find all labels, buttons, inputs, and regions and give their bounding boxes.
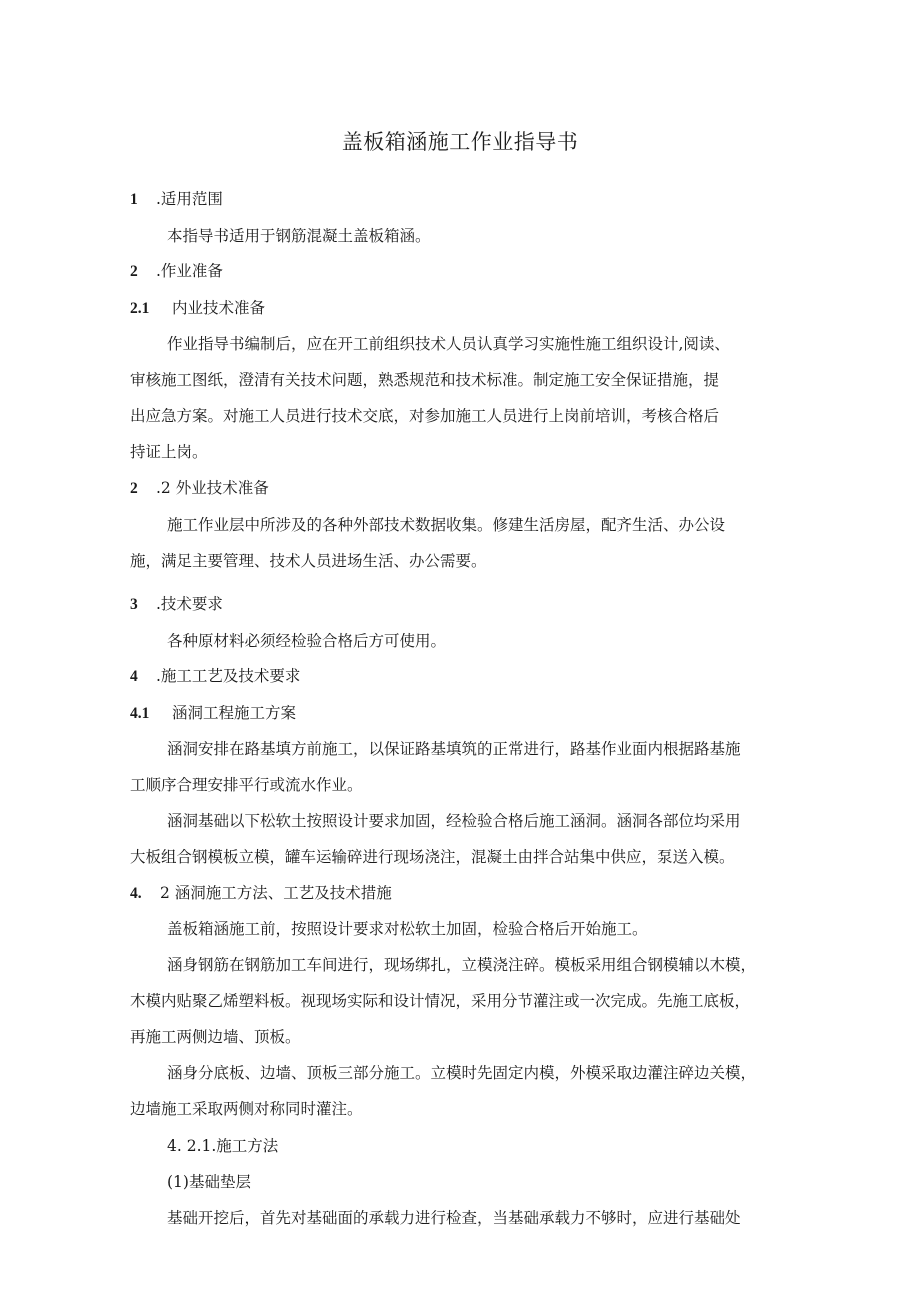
- paragraph-scope: 本指导书适用于钢筋混凝土盖板箱涵。: [167, 227, 431, 245]
- paragraph-method1: 盖板箱涵施工前，按照设计要求对松软土加固，检验合格后开始施工。: [167, 920, 648, 938]
- section-number: 4.1: [130, 705, 150, 722]
- paragraph-tech: 各种原材料必须经检验合格后方可使用。: [167, 632, 447, 650]
- paragraph-line: 涵身钢筋在钢筋加工车间进行，现场绑扎，立模浇注碎。模板采用组合钢模辅以木模，: [167, 956, 757, 974]
- list-item-heading: (1)基础垫层: [167, 1173, 251, 1191]
- section-heading-2-1: [130, 297, 265, 320]
- paragraph-line: 基础开挖后，首先对基础面的承载力进行检查，当基础承载力不够时，应进行基础处: [167, 1209, 741, 1227]
- paragraph-line: 大板组合钢模板立模，罐车运输碎进行现场浇注，混凝土由拌合站集中供应，泵送入模。: [130, 848, 735, 866]
- section-number: 3: [130, 596, 138, 613]
- section-number: 4: [130, 668, 138, 685]
- section-heading-4-2: [130, 882, 392, 905]
- section-number: 2: [130, 480, 138, 497]
- paragraph-line: 工顺序合理安排平行或流水作业。: [130, 776, 363, 794]
- paragraph-line: 边墙施工采取两侧对称同时灌注。: [130, 1100, 363, 1118]
- paragraph-line: 持证上岗。: [130, 443, 208, 461]
- section-number: 4.: [130, 885, 142, 902]
- section-title: .施工工艺及技术要求: [156, 667, 301, 685]
- section-heading-2: [130, 260, 223, 283]
- section-number: 2.1: [130, 300, 150, 317]
- paragraph-line: 施工作业层中所涉及的各种外部技术数据收集。修建生活房屋，配齐生活、办公设: [167, 516, 726, 534]
- paragraph-line: 涵身分底板、边墙、顶板三部分施工。立模时先固定内模，外模采取边灌注碎边关模，: [167, 1064, 757, 1082]
- section-title: 涵洞工程施工方案: [172, 704, 297, 722]
- paragraph-line: 施，满足主要管理、技术人员进场生活、办公需要。: [130, 552, 487, 570]
- subsection-heading: 4. 2.1.施工方法: [167, 1137, 279, 1155]
- section-title: .2 外业技术准备: [156, 479, 269, 497]
- document-title: 盖板箱涵施工作业指导书: [341, 130, 579, 154]
- section-title: 内业技术准备: [172, 299, 266, 317]
- section-heading-2-2: [130, 477, 269, 500]
- paragraph-line: 木模内贴聚乙烯塑料板。视现场实际和设计情况，采用分节灌注或一次完成。先施工底板，: [130, 992, 751, 1010]
- paragraph-line: 审核施工图纸，澄清有关技术问题，熟悉规范和技术标准。制定施工安全保证措施，提: [130, 371, 720, 389]
- section-heading-1: [130, 188, 223, 211]
- section-title: 2 涵洞施工方法、工艺及技术措施: [160, 884, 392, 902]
- paragraph-line: 出应急方案。对施工人员进行技术交底，对参加施工人员进行上岗前培训，考核合格后: [130, 407, 720, 425]
- section-heading-3: [130, 593, 223, 616]
- paragraph-line: 涵洞安排在路基填方前施工，以保证路基填筑的正常进行，路基作业面内根据路基施: [167, 740, 741, 758]
- paragraph-line: 涵洞基础以下松软土按照设计要求加固，经检验合格后施工涵洞。涵洞各部位均采用: [167, 812, 741, 830]
- section-title: .适用范围: [156, 190, 223, 208]
- section-number: 1: [130, 191, 138, 208]
- section-title: .技术要求: [156, 595, 223, 613]
- section-number: 2: [130, 263, 138, 280]
- paragraph-line: 作业指导书编制后，应在开工前组织技术人员认真学习实施性施工组织设计,阅读、: [167, 335, 730, 353]
- section-heading-4-1: [130, 702, 296, 725]
- paragraph-line: 再施工两侧边墙、顶板。: [130, 1028, 301, 1046]
- section-heading-4: [130, 665, 300, 688]
- section-title: .作业准备: [156, 262, 223, 280]
